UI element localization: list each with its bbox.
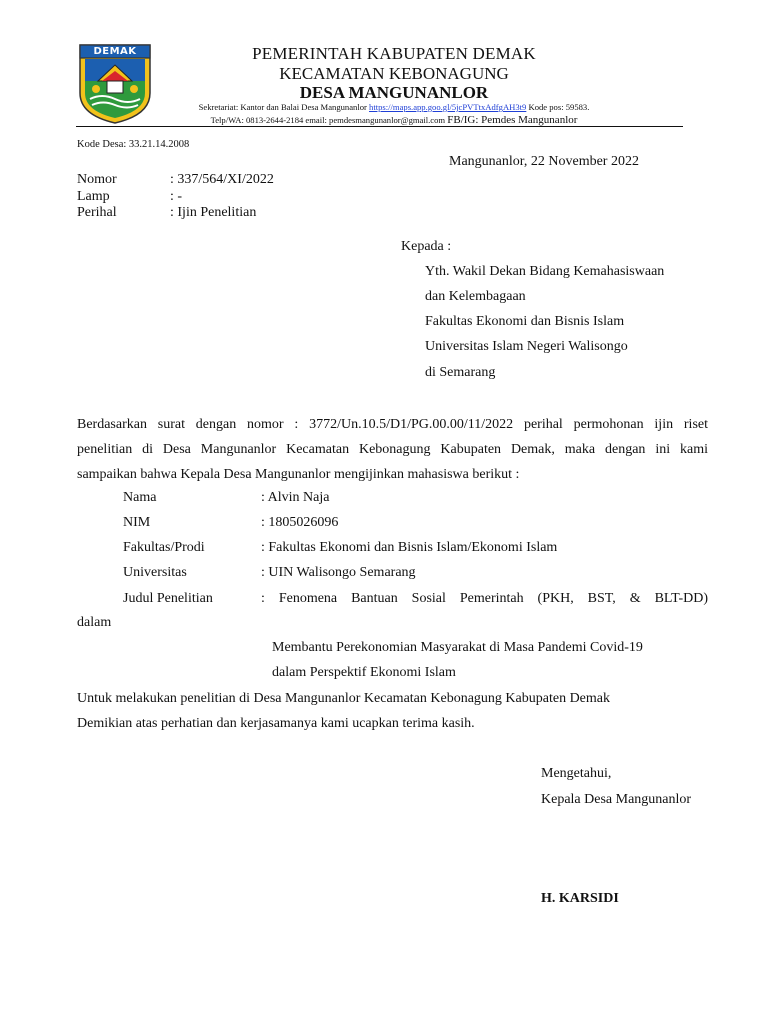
body-line-3: sampaikan bahwa Kepala Desa Mangunanlor mengijinkan mahasiswa berikut : — [77, 467, 520, 482]
perihal-label: Perihal — [77, 205, 117, 220]
judul-line-2: Membantu Perekonomian Masyarakat di Masa Pandemi Covid-19 — [272, 640, 643, 655]
universitas-label: Universitas — [123, 565, 187, 580]
judul-wrap: dalam — [77, 615, 112, 630]
address-prefix: Sekretariat: Kantor dan Balai Desa Mangunanlor — [198, 102, 367, 112]
nim-label: NIM — [123, 515, 151, 530]
universitas-value: : UIN Walisongo Semarang — [261, 565, 416, 580]
contact-info: Telp/WA: 0813-2644-2184 email: pemdesmangunanlor@gmail.com — [210, 115, 446, 125]
recipient-kepada: Kepada : — [401, 239, 452, 254]
letterhead-address — [0, 102, 768, 112]
letterhead-contact — [0, 114, 768, 126]
recipient-line-2: dan Kelembagaan — [425, 289, 526, 304]
judul-line-3: dalam Perspektif Ekonomi Islam — [272, 665, 456, 680]
recipient-line-4: Universitas Islam Negeri Walisongo — [425, 339, 628, 354]
recipient-line-3: Fakultas Ekonomi dan Bisnis Islam — [425, 314, 625, 329]
fakultas-value: : Fakultas Ekonomi dan Bisnis Islam/Ekonomi Islam — [261, 540, 558, 555]
logo-text: DEMAK — [93, 46, 137, 57]
perihal-value: : Ijin Penelitian — [170, 205, 257, 220]
nama-value: : Alvin Naja — [261, 490, 330, 505]
recipient-line-5: di Semarang — [425, 365, 496, 380]
letterhead-district: KECAMATAN KEBONAGUNG — [279, 64, 509, 83]
social-media: FB/IG: Pemdes Mangunanlor — [447, 114, 578, 126]
lamp-value: : - — [170, 189, 183, 204]
signature-title: Kepala Desa Mangunanlor — [541, 792, 692, 807]
closing-line-2: Demikian atas perhatian dan kerjasamanya kami ucapkan terima kasih. — [77, 716, 475, 731]
letterhead-government: PEMERINTAH KABUPATEN DEMAK — [252, 44, 536, 63]
village-code: Kode Desa: 33.21.14.2008 — [77, 139, 190, 150]
closing-line-1: Untuk melakukan penelitian di Desa Mangunanlor Kecamatan Kebonagung Kabupaten Demak — [77, 691, 610, 706]
maps-link[interactable]: https://maps.app.goo.gl/5jcPVTtxAdfgAH3t9 — [369, 102, 527, 112]
signature-name: H. KARSIDI — [541, 891, 619, 906]
judul-value: : Fenomena Bantuan Sosial Pemerintah (PKH, BST, & BLT-DD) — [261, 591, 708, 606]
fakultas-label: Fakultas/Prodi — [123, 540, 205, 555]
postal-code: Kode pos: 59583. — [528, 102, 590, 112]
letterhead-divider — [76, 126, 683, 127]
letterhead-village: DESA MANGUNANLOR — [299, 83, 489, 102]
judul-label: Judul Penelitian — [123, 591, 213, 606]
body-paragraph — [77, 412, 708, 487]
nim-value: : 1805026096 — [261, 515, 339, 530]
nama-label: Nama — [123, 490, 157, 505]
place-date: Mangunanlor, 22 November 2022 — [449, 154, 639, 169]
recipient-line-1: Yth. Wakil Dekan Bidang Kemahasiswaan — [425, 264, 665, 279]
signature-mengetahui: Mengetahui, — [541, 766, 612, 781]
body-line-2: penelitian di Desa Mangunanlor Kecamatan Kebonagung Kabupaten Demak, maka dengan ini kami — [77, 442, 708, 457]
lamp-label: Lamp — [77, 189, 110, 204]
nomor-value: : 337/564/XI/2022 — [170, 172, 274, 187]
body-line-1: Berdasarkan surat dengan nomor : 3772/Un.10.5/D1/PG.00.00/11/2022 perihal permohonan ijin riset — [77, 417, 708, 432]
nomor-label: Nomor — [77, 172, 117, 187]
